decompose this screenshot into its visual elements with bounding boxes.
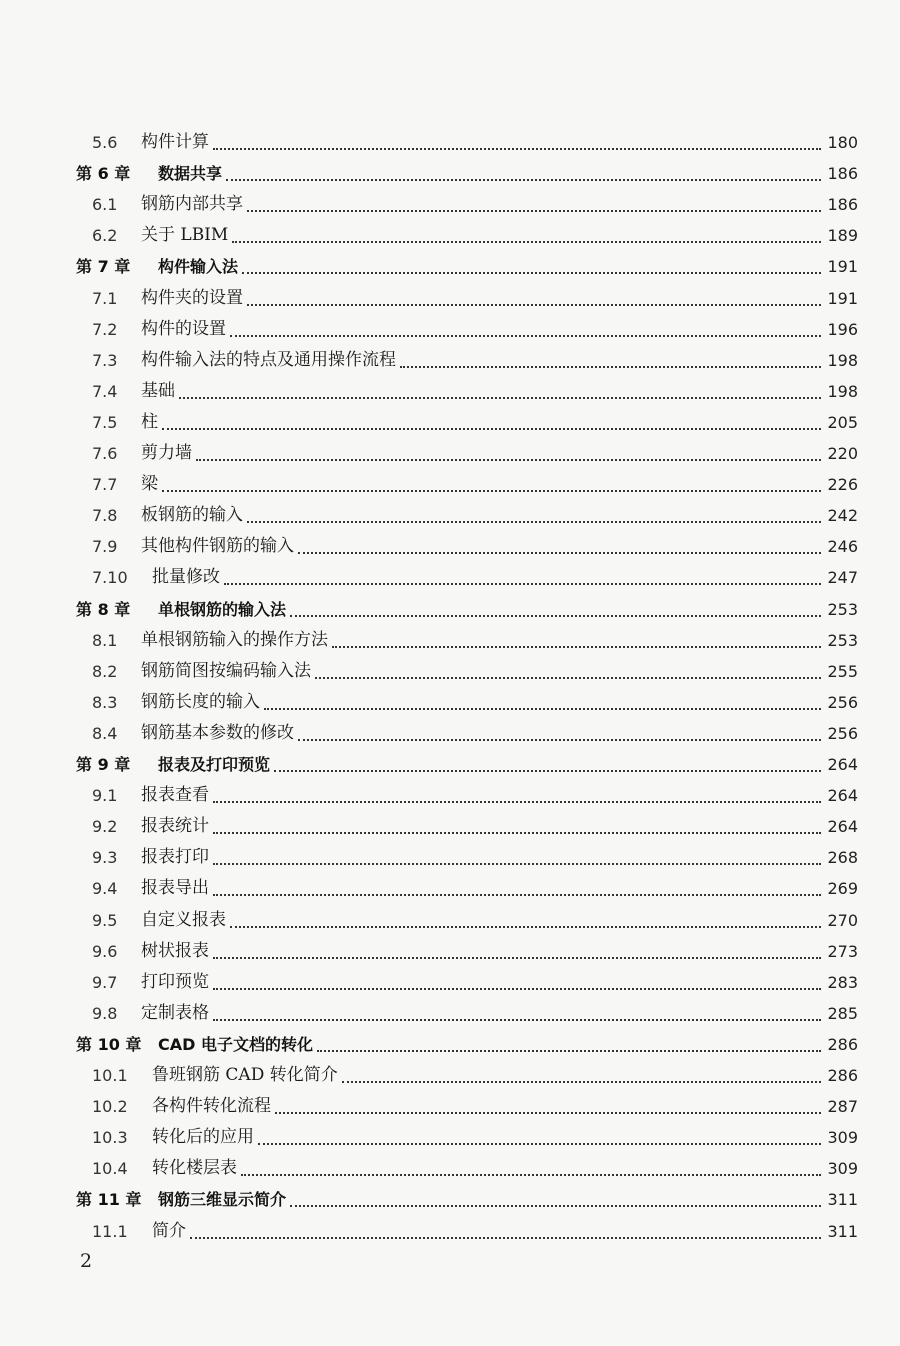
toc-page-number: 264	[827, 786, 858, 806]
toc-dot-leader	[232, 210, 821, 243]
toc-entry-number: 7.1	[92, 288, 118, 308]
toc-page-number: 196	[827, 319, 858, 339]
toc-dot-leader	[213, 926, 821, 959]
toc-entry-title: 钢筋基本参数的修改	[141, 718, 298, 749]
toc-entry-number: 10.1	[92, 1066, 128, 1085]
toc-entry-number: 8.3	[92, 692, 118, 712]
toc-page-number: 286	[827, 1034, 858, 1054]
toc-page-number: 287	[827, 1097, 858, 1117]
toc-entry-number: 7.8	[92, 506, 118, 526]
toc-page-number: 191	[827, 257, 858, 277]
toc-entry-number: 8.1	[92, 630, 118, 650]
toc-page-number: 253	[827, 599, 858, 619]
toc-entry-number: 11.1	[92, 1221, 128, 1241]
toc-entry-number: 6.2	[92, 226, 118, 246]
toc-entry-title: 报表查看	[141, 780, 213, 811]
toc-dot-leader	[213, 863, 821, 896]
toc-dot-leader	[290, 1174, 821, 1207]
toc-entry-title: 打印预览	[141, 967, 213, 998]
toc-dot-leader	[213, 832, 821, 865]
toc-entry-title: 剪力墙	[141, 438, 196, 469]
toc-entry-title: 钢筋三维显示简介	[158, 1184, 290, 1215]
toc-dot-leader	[275, 1081, 821, 1114]
toc-entry-number: 7.9	[92, 537, 118, 557]
toc-entry-number: 7.3	[92, 350, 118, 370]
toc-entry-title: 报表打印	[141, 842, 213, 873]
toc-entry-title: 钢筋内部共享	[141, 189, 247, 220]
toc-dot-leader	[317, 1019, 821, 1052]
toc-entry-title: 单根钢筋的输入法	[158, 594, 290, 625]
toc-entry-title: 各构件转化流程	[152, 1091, 275, 1122]
toc-entry-title: 构件夹的设置	[141, 283, 247, 314]
toc-entry-number: 9.1	[92, 786, 118, 806]
toc-page-number: 256	[827, 692, 858, 712]
toc-entry-title: 构件的设置	[141, 314, 230, 345]
toc-entry-number: 7.10	[92, 568, 128, 588]
toc-entry-title: 批量修改	[152, 562, 224, 593]
toc-page-number: 285	[827, 1003, 858, 1023]
toc-entry-number: 9.2	[92, 817, 118, 837]
toc-dot-leader	[213, 988, 821, 1021]
toc-entry-title: 报表导出	[141, 873, 213, 904]
toc-entry-title: 柱	[141, 407, 162, 438]
toc-entry-number: 第 10 章	[76, 1034, 142, 1054]
toc-page-number: 269	[827, 879, 858, 899]
toc-entry-number: 第 7 章	[76, 257, 131, 277]
toc-dot-leader	[342, 1050, 821, 1083]
toc-page-number: 186	[827, 164, 858, 184]
toc-entry-title: 基础	[141, 376, 179, 407]
toc-entry-number: 9.8	[92, 1003, 118, 1023]
toc-page-number: 242	[827, 506, 858, 526]
toc-dot-leader	[247, 490, 821, 523]
toc-entry-title: 板钢筋的输入	[141, 500, 247, 531]
toc-dot-leader	[247, 273, 821, 306]
toc-dot-leader	[298, 521, 821, 554]
toc-page-number: 180	[827, 133, 858, 152]
toc-dot-leader	[213, 770, 821, 803]
toc-dot-leader	[162, 459, 821, 492]
toc-entry-number: 7.7	[92, 475, 118, 495]
toc-dot-leader	[274, 739, 821, 772]
toc-entry-number: 9.4	[92, 879, 118, 899]
toc-entry-number: 7.2	[92, 319, 118, 339]
toc-entry-title: 构件输入法	[158, 251, 242, 282]
toc-page-number: 268	[827, 848, 858, 868]
toc-page-number: 273	[827, 941, 858, 961]
toc-entry-title: 构件输入法的特点及通用操作流程	[141, 345, 400, 376]
toc-page-number: 191	[827, 288, 858, 308]
toc-entry-title: 转化后的应用	[152, 1122, 258, 1153]
toc-page-number: 283	[827, 972, 858, 992]
toc-page-number: 286	[827, 1066, 858, 1085]
toc-page-number: 205	[827, 412, 858, 432]
toc-entry-title: 钢筋简图按编码输入法	[141, 656, 315, 687]
toc-page-number: 198	[827, 381, 858, 401]
toc-dot-leader	[247, 179, 821, 212]
toc-dot-leader	[213, 801, 821, 834]
toc-entry-number: 10.3	[92, 1128, 128, 1148]
toc-dot-leader	[315, 646, 821, 679]
toc-entry-title: 转化楼层表	[152, 1153, 241, 1184]
toc-entry-number: 9.3	[92, 848, 118, 868]
toc-entry-title: 自定义报表	[141, 905, 230, 936]
toc-section-row	[0, 1216, 900, 1247]
toc-page-number: 247	[827, 568, 858, 588]
toc-entry-number: 9.7	[92, 972, 118, 992]
toc-dot-leader	[226, 148, 821, 181]
toc-entry-title: CAD 电子文档的转化	[158, 1029, 317, 1060]
toc-entry-number: 9.5	[92, 910, 118, 930]
toc-entry-title: 报表及打印预览	[158, 749, 274, 780]
toc-page-number: 309	[827, 1128, 858, 1148]
toc-entry-title: 梁	[141, 469, 162, 500]
toc-entry-title: 单根钢筋输入的操作方法	[141, 625, 332, 656]
page-number: 2	[80, 1250, 93, 1272]
toc-dot-leader	[190, 1206, 821, 1239]
toc-dot-leader	[290, 584, 821, 617]
toc-entry-number: 8.4	[92, 723, 118, 743]
toc-dot-leader	[242, 241, 821, 274]
toc-page-number: 253	[827, 630, 858, 650]
toc-entry-title: 数据共享	[158, 158, 226, 189]
toc-dot-leader	[264, 677, 821, 710]
toc-entry-title: 简介	[152, 1216, 190, 1247]
toc-entry-title: 树状报表	[141, 936, 213, 967]
toc-dot-leader	[298, 708, 821, 741]
toc-dot-leader	[230, 895, 821, 928]
toc-page-number: 198	[827, 350, 858, 370]
toc-page-number: 264	[827, 817, 858, 837]
toc-page-number: 270	[827, 910, 858, 930]
toc-page-number: 220	[827, 444, 858, 463]
toc-entry-title: 其他构件钢筋的输入	[141, 531, 298, 562]
toc-entry-number: 5.6	[92, 133, 118, 152]
toc-dot-leader	[230, 304, 821, 337]
toc-page-number: 186	[827, 195, 858, 215]
toc-entry-number: 7.4	[92, 381, 118, 401]
toc-entry-number: 9.6	[92, 941, 118, 961]
toc-entry-number: 第 11 章	[76, 1190, 142, 1210]
toc-entry-title: 定制表格	[141, 998, 213, 1029]
toc-entry-number: 7.5	[92, 412, 118, 432]
toc-page-number: 226	[827, 475, 858, 495]
toc-dot-leader	[213, 117, 821, 150]
toc-dot-leader	[196, 428, 821, 461]
toc-entry-number: 第 8 章	[76, 599, 131, 619]
toc-entry-title: 钢筋长度的输入	[141, 687, 264, 718]
toc-entry-title: 鲁班钢筋 CAD 转化简介	[152, 1060, 342, 1091]
toc-entry-number: 7.6	[92, 444, 118, 463]
toc-dot-leader	[179, 366, 821, 399]
toc-dot-leader	[332, 615, 821, 648]
toc-page-number: 309	[827, 1159, 858, 1179]
toc-page-number: 311	[827, 1221, 858, 1241]
toc-page-number: 256	[827, 723, 858, 743]
toc-dot-leader	[258, 1112, 821, 1145]
toc-dot-leader	[213, 957, 821, 990]
toc-dot-leader	[224, 552, 821, 585]
toc-entry-title: 报表统计	[141, 811, 213, 842]
toc-page-number: 189	[827, 226, 858, 246]
toc-page-number: 246	[827, 537, 858, 557]
toc-entry-number: 10.2	[92, 1097, 128, 1117]
toc-entry-number: 第 9 章	[76, 755, 131, 774]
toc-page-number: 311	[827, 1190, 858, 1210]
toc-dot-leader	[162, 397, 821, 430]
toc-entry-number: 第 6 章	[76, 164, 131, 184]
toc-page-number: 264	[827, 755, 858, 774]
toc-entry-number: 8.2	[92, 661, 118, 681]
toc-page-number: 255	[827, 661, 858, 681]
toc-entry-number: 6.1	[92, 195, 118, 215]
toc-dot-leader	[400, 335, 821, 368]
toc-dot-leader	[241, 1143, 821, 1176]
toc-entry-title: 构件计算	[141, 127, 213, 158]
toc-entry-title: 关于 LBIM	[141, 220, 232, 251]
toc-entry-number: 10.4	[92, 1159, 128, 1179]
